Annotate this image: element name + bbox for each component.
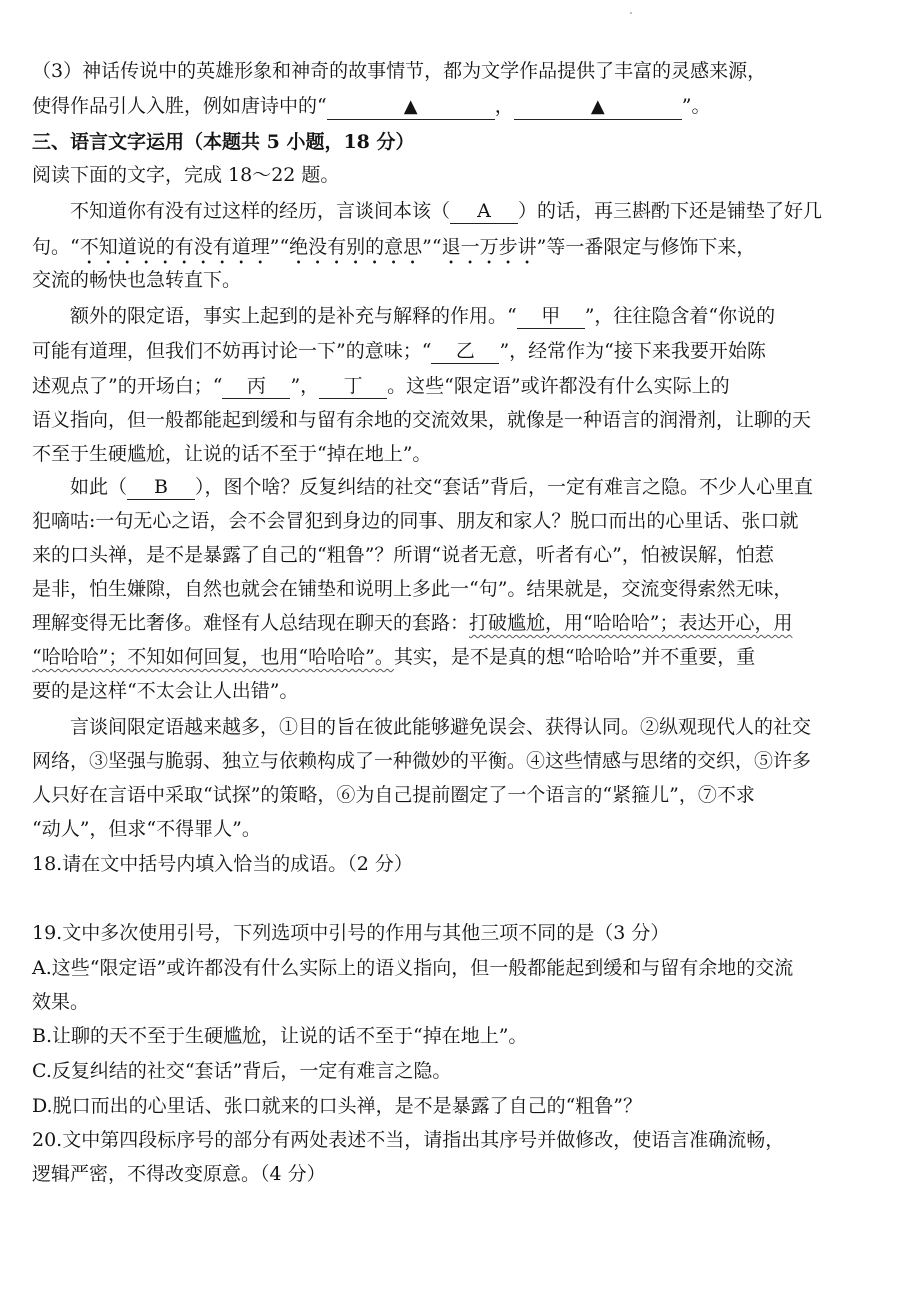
option-b[interactable]: B.让聊的天不至于生硬尴尬，让说的话不至于“掉在地上”。: [32, 1025, 528, 1047]
p3-line1: 如此（ B ），图个啥？反复纠结的社交“套话”背后，一定有难言之隐。不少人心里直: [70, 476, 813, 498]
p3-line6: “哈哈哈”；不知如何回复，也用“哈哈哈”。其实，是不是真的想“哈哈哈”并不重要，重: [32, 646, 756, 668]
idiom-blank-a[interactable]: A: [450, 199, 518, 224]
p4-line3: 人只好在言语中采取“试探”的策略，⑥为自己提前圈定了一个语言的“紧箍儿”，⑦不求: [32, 784, 755, 806]
q17-item3-line2: 使得作品引人入胜，例如唐诗中的“ ▲ ， ▲ ”。: [32, 92, 868, 120]
blank-bing[interactable]: 丙: [222, 374, 290, 399]
p1-line1: 不知道你有没有过这样的经历，言谈间本该（ A ）的话，再三斟酌下还是铺垫了好几: [70, 200, 823, 222]
p2-line5: 不至于生硬尴尬，让说的话不至于“掉在地上”。: [32, 443, 432, 465]
answer-blank-1[interactable]: [327, 94, 495, 120]
p3-line4: 是非，怕生嫌隙，自然也就会在铺垫和说明上多此一“句”。结果就是，交流变得索然无味，: [32, 578, 793, 600]
blank-yi[interactable]: 乙: [431, 339, 499, 364]
option-a-line2[interactable]: 效果。: [32, 991, 90, 1013]
p1-line3: 交流的畅快也急转直下。: [32, 269, 242, 291]
p2-line4: 语义指向，但一般都能起到缓和与留有余地的交流效果，就像是一种语言的润滑剂，让聊的天: [32, 409, 812, 431]
dotted-quote-3: “退一万步讲”: [431, 236, 547, 258]
triangle-mark-icon: ▲: [590, 96, 605, 117]
triangle-mark-icon: ▲: [403, 96, 418, 117]
p2-line2: 可能有道理，但我们不妨再讨论一下”的意味；“ 乙 ”，经常作为“接下来我要开始陈: [32, 340, 766, 362]
dotted-quote-2: “绝没有别的意思”: [279, 236, 432, 258]
section-heading: 三、语言文字运用（本题共 5 小题，18 分）: [32, 131, 415, 153]
p3-line3: 来的口头禅，是不是暴露了自己的“粗鲁”？所谓“说者无意，听者有心”，怕被误解，怕惹: [32, 544, 774, 566]
option-d[interactable]: D.脱口而出的心里话、张口就来的口头禅，是不是暴露了自己的“粗鲁”？: [32, 1095, 643, 1117]
idiom-blank-b[interactable]: B: [127, 475, 195, 500]
q17-item3-line1: （3）神话传说中的英雄形象和神奇的故事情节，都为文学作品提供了丰富的灵感来源，: [32, 60, 767, 82]
dotted-quote-1: “不知道说的有没有道理”: [70, 236, 280, 258]
p1-line2: 句。“不知道说的有没有道理”“绝没有别的意思”“退一万步讲”等一番限定与修饰下来，: [32, 236, 756, 258]
question-19-stem: 19.文中多次使用引号，下列选项中引号的作用与其他三项不同的是（3 分）: [32, 922, 670, 944]
p3-line7: 要的是这样“不太会让人出错”。: [32, 680, 299, 702]
p3-line5: 理解变得无比奢侈。难怪有人总结现在聊天的套路：打破尴尬，用“哈哈哈”；表达开心，用: [32, 612, 793, 634]
question-20-line2: 逻辑严密，不得改变原意。（4 分）: [32, 1163, 326, 1185]
p4-line1: 言谈间限定语越来越多，①目的旨在彼此能够避免误会、获得认同。②纵观现代人的社交: [70, 716, 812, 738]
wavy-underlined-text: 打破尴尬，用“哈哈哈”；表达开心，用: [469, 612, 793, 634]
answer-blank-2[interactable]: [514, 94, 682, 120]
wavy-underlined-text: “哈哈哈”；不知如何回复，也用“哈哈哈”。: [32, 646, 394, 668]
scan-speck: [630, 12, 632, 14]
p2-line1: 额外的限定语，事实上起到的是补充与解释的作用。“ 甲 ”，往往隐含着“你说的: [70, 305, 776, 327]
reading-instruction: 阅读下面的文字，完成 18～22 题。: [32, 164, 340, 186]
p2-line3: 述观点了”的开场白；“ 丙 ”， 丁 。这些“限定语”或许都没有什么实际上的: [32, 375, 730, 397]
option-a-line1[interactable]: A.这些“限定语”或许都没有什么实际上的语义指向，但一般都能起到缓和与留有余地的交流: [32, 957, 794, 979]
p4-line2: 网络，③坚强与脆弱、独立与依赖构成了一种微妙的平衡。④这些情感与思绪的交织，⑤许多: [32, 750, 812, 772]
p3-line2: 犯嘀咕:一句无心之语，会不会冒犯到身边的同事、朋友和家人？脱口而出的心里话、张口就: [32, 510, 799, 532]
blank-ding[interactable]: 丁: [319, 374, 387, 399]
p4-line4: “动人”，但求“不得罪人”。: [32, 818, 261, 840]
option-c[interactable]: C.反复纠结的社交“套话”背后，一定有难言之隐。: [32, 1060, 452, 1082]
question-20-line1: 20.文中第四段标序号的部分有两处表述不当，请指出其序号并做修改，使语言准确流畅，: [32, 1129, 785, 1151]
blank-jia[interactable]: 甲: [517, 304, 585, 329]
question-18: 18.请在文中括号内填入恰当的成语。（2 分）: [32, 853, 413, 875]
